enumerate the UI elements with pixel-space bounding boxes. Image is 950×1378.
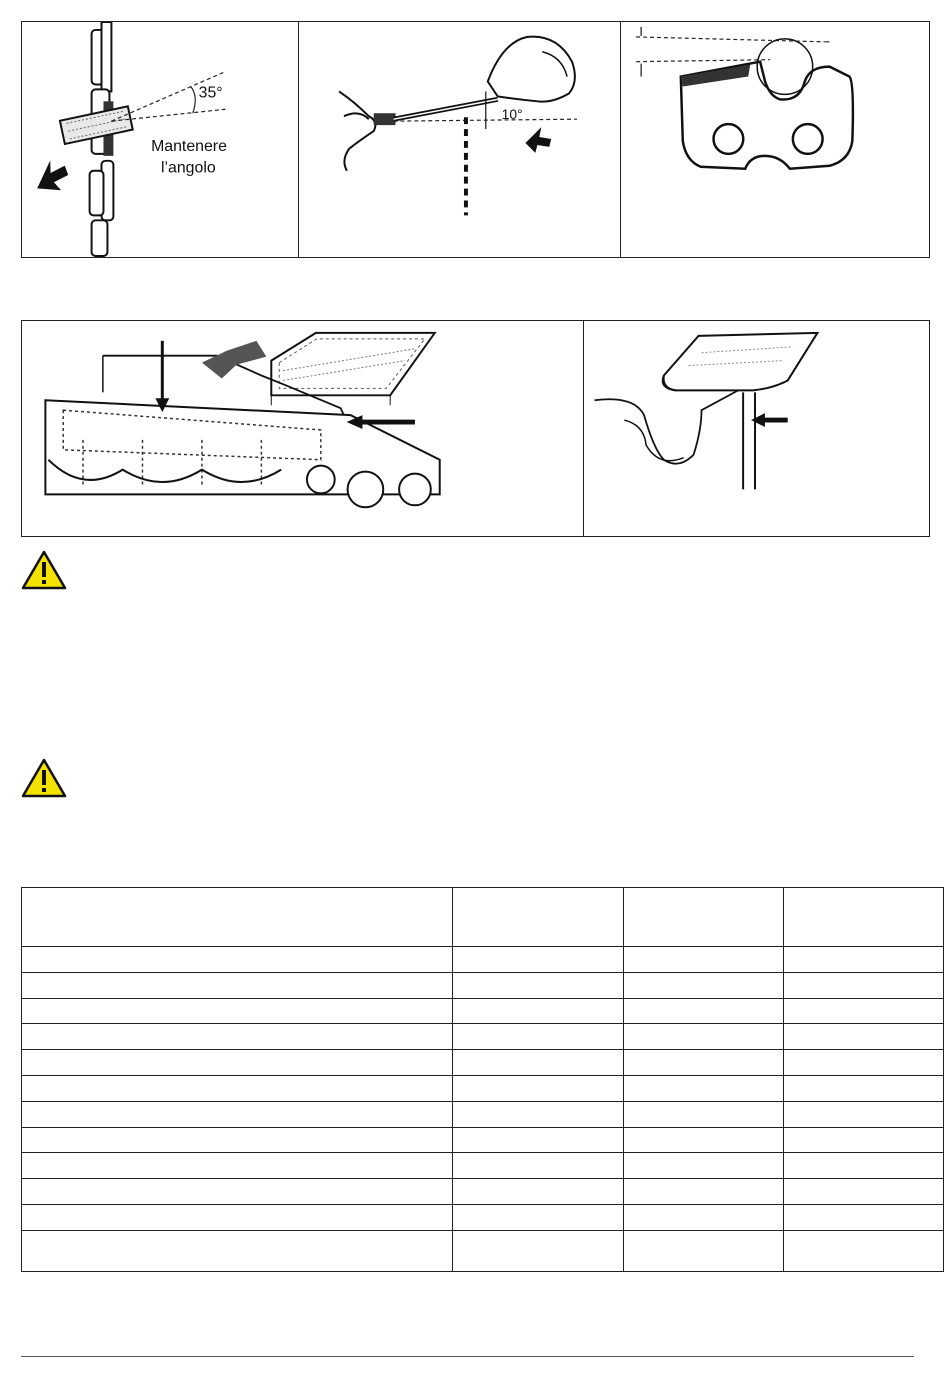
table-header-row <box>22 888 944 947</box>
table-cell <box>784 1153 944 1179</box>
table-row <box>22 1230 944 1271</box>
table-row <box>22 1075 944 1101</box>
figure-rounded-edge <box>583 320 930 537</box>
table-cell <box>624 1127 784 1153</box>
table-cell <box>624 1075 784 1101</box>
table-row <box>22 1101 944 1127</box>
table-cell <box>22 1153 453 1179</box>
footer-divider <box>21 1356 914 1357</box>
table-cell <box>784 1230 944 1271</box>
table-cell <box>624 1024 784 1050</box>
table-cell <box>22 1127 453 1153</box>
table-cell <box>22 1179 453 1205</box>
angle-10-label: 10° <box>501 106 523 123</box>
table-cell <box>453 888 624 947</box>
table-cell <box>784 972 944 998</box>
figure-depth-gauge-filing-drawing <box>22 321 583 536</box>
table-cell <box>22 1101 453 1127</box>
figure-file-tilt <box>298 21 621 258</box>
table-cell <box>453 1230 624 1271</box>
table-cell <box>624 1204 784 1230</box>
table-cell <box>784 1024 944 1050</box>
table-cell <box>784 1075 944 1101</box>
table-cell <box>624 947 784 973</box>
table-cell <box>784 1204 944 1230</box>
table-cell <box>624 1050 784 1076</box>
arrow-icon <box>30 156 73 197</box>
table-cell <box>22 1050 453 1076</box>
table-row <box>22 1153 944 1179</box>
table-row <box>22 972 944 998</box>
arrow-icon <box>155 341 169 412</box>
table-row <box>22 998 944 1024</box>
table-cell <box>22 972 453 998</box>
table-cell <box>453 1101 624 1127</box>
table-cell <box>22 998 453 1024</box>
figure-hold-angle <box>21 21 299 258</box>
table-cell <box>453 1050 624 1076</box>
caption-line1: Mantenere <box>151 137 227 155</box>
table-cell <box>22 1075 453 1101</box>
caption-line2: l’angolo <box>160 159 216 177</box>
figure-hold-angle-drawing <box>22 22 298 257</box>
table-cell <box>22 1230 453 1271</box>
table-cell <box>453 998 624 1024</box>
table-cell <box>784 1101 944 1127</box>
table-cell <box>453 1024 624 1050</box>
table-cell <box>22 888 453 947</box>
warning-triangle-icon <box>21 757 67 799</box>
table-cell <box>784 1050 944 1076</box>
table-cell <box>453 947 624 973</box>
table-cell <box>624 1179 784 1205</box>
table-row <box>22 1050 944 1076</box>
table-cell <box>22 947 453 973</box>
angle-35-label: 35° <box>198 84 223 102</box>
figure-rounded-edge-drawing <box>584 321 929 536</box>
table-cell <box>624 972 784 998</box>
table-cell <box>453 1153 624 1179</box>
table-cell <box>22 1204 453 1230</box>
table-cell <box>624 1153 784 1179</box>
warning-triangle-icon <box>21 549 67 591</box>
table-cell <box>453 1127 624 1153</box>
table-cell <box>784 947 944 973</box>
table-cell <box>784 998 944 1024</box>
spec-table <box>21 887 944 1272</box>
table-cell <box>784 1127 944 1153</box>
figure-depth-gauge-filing <box>21 320 584 537</box>
table-cell <box>624 1101 784 1127</box>
figure-depth-gauge <box>620 21 930 258</box>
figure-depth-gauge-drawing <box>621 22 929 257</box>
figure-file-tilt-drawing <box>299 22 620 257</box>
table-cell <box>784 1179 944 1205</box>
table-cell <box>453 972 624 998</box>
table-cell <box>453 1179 624 1205</box>
table-row <box>22 1179 944 1205</box>
table-cell <box>624 998 784 1024</box>
table-cell <box>624 888 784 947</box>
table-row <box>22 1204 944 1230</box>
table-cell <box>453 1075 624 1101</box>
table-row <box>22 947 944 973</box>
table-row <box>22 1127 944 1153</box>
table-cell <box>784 888 944 947</box>
table-cell <box>453 1204 624 1230</box>
arrow-icon <box>525 127 551 153</box>
table-row <box>22 1024 944 1050</box>
arrow-icon <box>751 413 788 427</box>
table-cell <box>22 1024 453 1050</box>
table-cell <box>624 1230 784 1271</box>
